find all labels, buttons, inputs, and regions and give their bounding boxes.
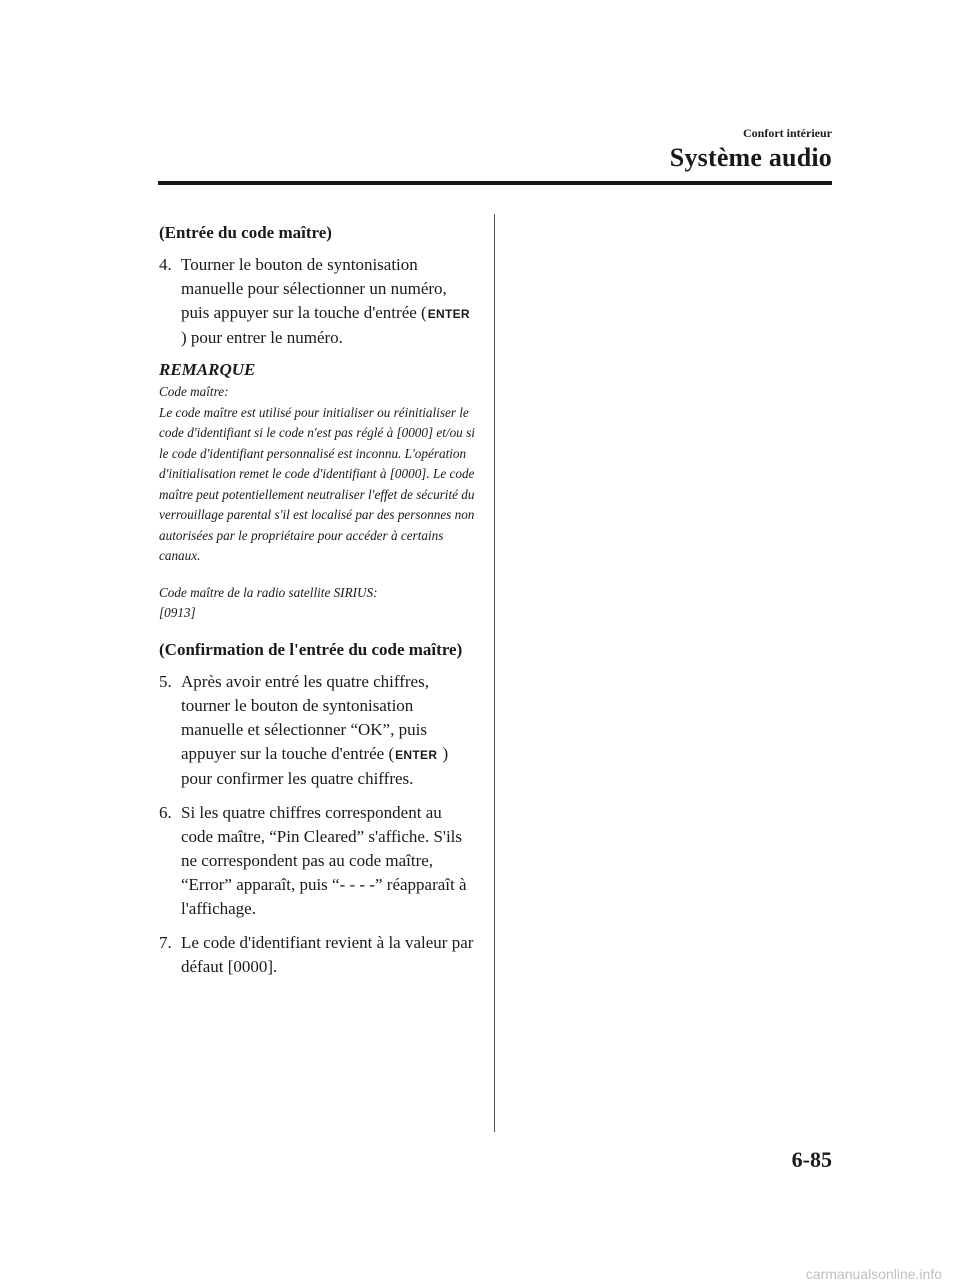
left-column (159, 221, 477, 989)
steps-list-2 (159, 670, 477, 979)
step-number: 4. (159, 255, 172, 274)
step-text-part: Après avoir entré les quatre chiffres, tourner le bouton de syntonisation manuelle et sélectionner “OK”, puis appuyer sur la touche d'entrée ( (181, 671, 429, 763)
list-item-step-6 (159, 801, 477, 921)
header-rule (158, 181, 832, 185)
note-line: Code maître: (159, 384, 229, 399)
list-item-step-4 (159, 253, 477, 350)
note-line: Code maître de la radio satellite SIRIUS: (159, 584, 378, 600)
step-text (181, 253, 477, 350)
note-paragraph: Le code maître est utilisé pour initialiser ou réinitialiser le code d'identifiant si le code n'est pas réglé à [0000] et/ou si le code d'identifiant personnalisé est inconnu. L'opération d'initialisation remet le code d'identifiant à [0000]. Le code maître peut potentiellement neutraliser l'effet de sécurité du verrouillage parental s'il est localisé par des personnes non autorisées par le propriétaire pour accéder à certains canaux. (159, 404, 475, 563)
step-number: 5. (159, 671, 172, 691)
note-line: [0913] (159, 605, 196, 620)
step-number: 6. (159, 802, 172, 822)
enter-key-icon: ENTER (427, 307, 470, 321)
step-number: 7. (159, 932, 172, 952)
column-divider (494, 214, 495, 1132)
heading-master-code-confirmation: (Confirmation de l'entrée du code maître) (159, 639, 463, 659)
heading-master-code-entry: (Entrée du code maître) (159, 223, 332, 242)
section-label: Confort intérieur (743, 126, 832, 140)
step-text-part: Tourner le bouton de syntonisation manuelle pour sélectionner un numéro, puis appuyer sur la touche d'entrée ( (181, 255, 447, 322)
page-title: Système audio (669, 143, 832, 172)
note-spacer (159, 567, 477, 583)
note-title: REMARQUE (159, 360, 256, 379)
step-text (181, 670, 477, 791)
step-text: Si les quatre chiffres correspondent au code maître, “Pin Cleared” s'affiche. S'ils ne correspondent pas au code maître, “Error” apparaît, puis “- - - -” réapparaît à l'affichage. (181, 802, 467, 918)
note-block (159, 360, 477, 624)
step-text: Le code d'identifiant revient à la valeur par défaut [0000]. (181, 932, 474, 976)
watermark: carmanualsonline.info (805, 1266, 942, 1282)
step-text-part: ) pour entrer le numéro. (181, 328, 343, 347)
list-item-step-7 (159, 931, 477, 979)
steps-list-1 (159, 253, 477, 350)
page-number: 6-85 (791, 1147, 832, 1172)
spacer (159, 624, 477, 638)
step-text-part: ) pour confirmer les quatre chiffres. (181, 743, 449, 788)
enter-key-icon: ENTER (395, 747, 438, 762)
list-item-step-5 (159, 670, 477, 791)
